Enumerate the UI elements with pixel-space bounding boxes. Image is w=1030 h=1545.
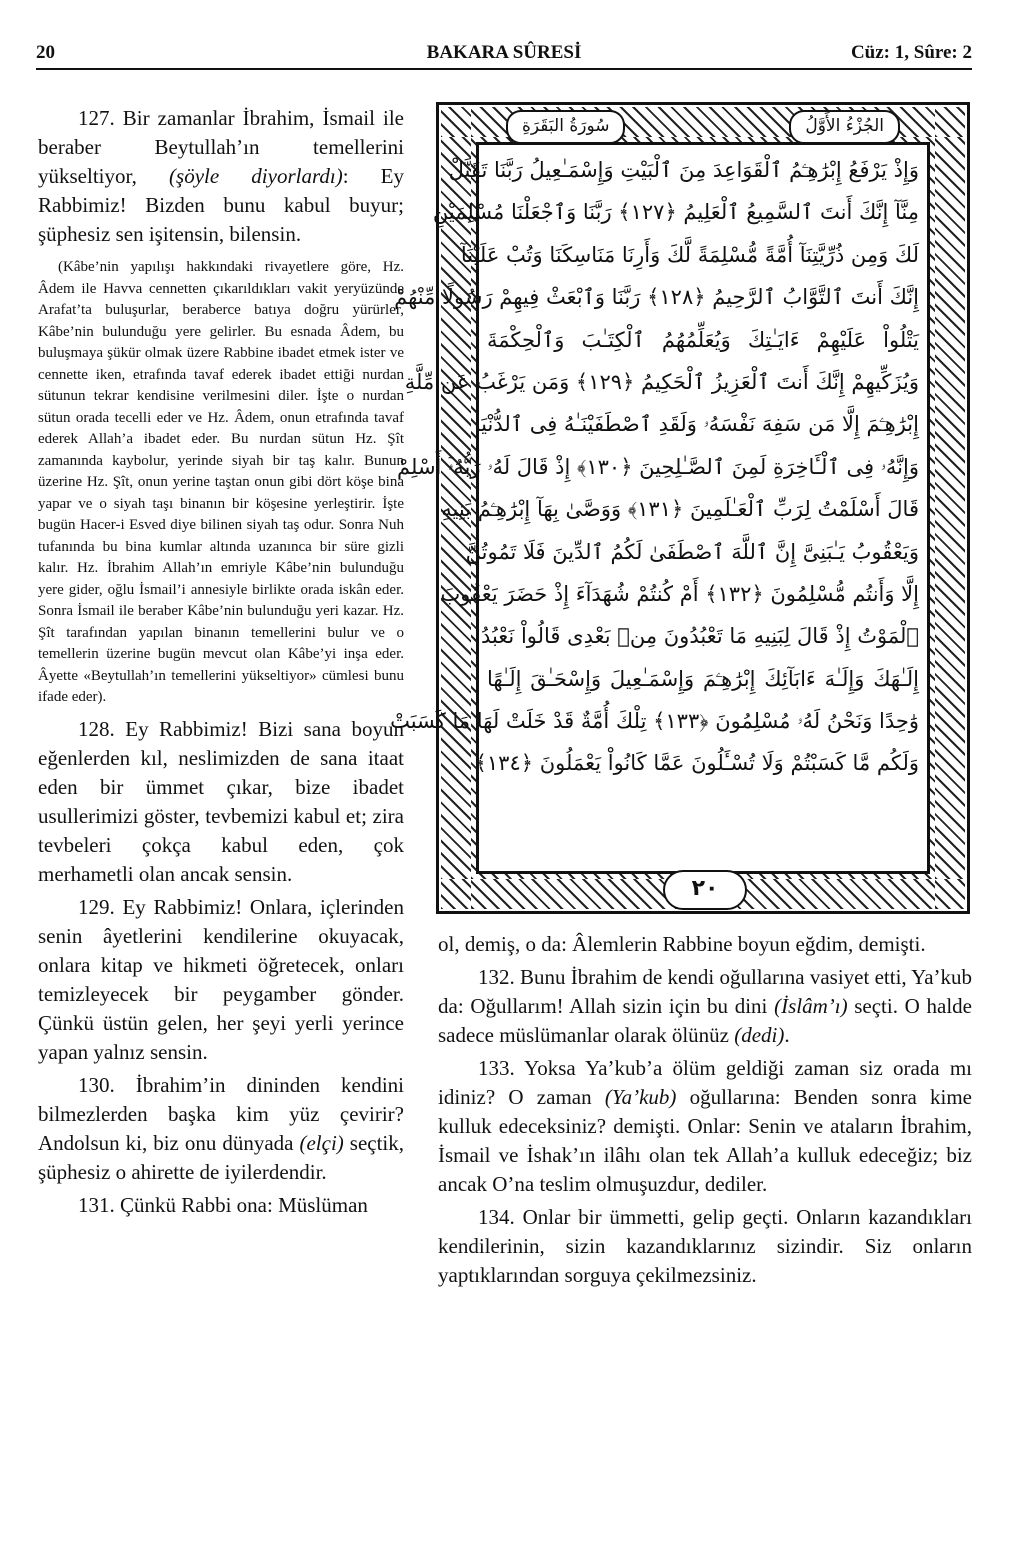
arabic-line: ٱلْمَوْتُ إِذْ قَالَ لِبَنِيهِ مَا تَعْبُدُونَ مِنۢ بَعْدِى قَالُواْ نَعْبُدُ [480, 624, 919, 649]
juz-sura-label: Cüz: 1, Sûre: 2 [850, 42, 972, 63]
arabic-line: وَلَكُم مَّا كَسَبْتُمْ وَلَا تُسْـَٔلُونَ عَمَّا كَانُواْ يَعْمَلُونَ ﴿١٣٤﴾ [474, 751, 919, 776]
arabic-line: إِبْرَٰهِـۧمَ إِلَّا مَن سَفِهَ نَفْسَهُۥ وَلَقَدِ ٱصْطَفَيْنَـٰهُ فِى ٱلدُّنْيَا [474, 412, 919, 437]
arabic-line: إِلَّا وَأَنتُم مُّسْلِمُونَ ﴿١٣٢﴾ أَمْ كُنتُمْ شُهَدَآءَ إِذْ حَضَرَ يَعْقُوبَ [440, 581, 919, 606]
verse-131: 131. Çünkü Rabbi ona: Müslüman [78, 1192, 368, 1217]
verse-128: 128. Ey Rabbimiz! Bizi sana boyun eğenlerden kıl, neslimizden de sana itaat eden bir ümmet çıkar, bize ibadet usullerimizi göster, tevbemizi kabul et; zira tevbeleri çokça kabul eden, çok merhametli olan ancak sensin. [38, 716, 404, 886]
verse-127: 127. Bir zamanlar İbrahim, İsmail ile beraber Beytullah’ın temellerini yükseltiyor, (şöyle diyorlardı): Ey Rabbimiz! Bizden bunu kabul buyur; şüphesiz sen işitensin, bilensin. [38, 106, 404, 246]
arabic-line: وَيَعْقُوبُ يَـٰبَنِىَّ إِنَّ ٱللَّهَ ٱصْطَفَىٰ لَكُمُ ٱلدِّينَ فَلَا تَمُوتُنَّ [465, 539, 919, 564]
arabic-text-lines [390, 149, 919, 867]
verse-129: 129. Ey Rabbimiz! Onlara, içlerinden senin âyetlerini kendilerine okuyacak, onlara kitap ve hikmeti öğretecek, onları temizleyecek bir peygamber gönder. Çünkü üstün gelen, her şeyi yerli yerince yapan yalnız sensin. [38, 894, 404, 1064]
translation-bottom-column [438, 930, 972, 1294]
arabic-mushaf-page [390, 102, 970, 914]
arabic-text-panel [390, 142, 930, 874]
arabic-line: وَٰحِدًا وَنَحْنُ لَهُۥ مُسْلِمُونَ ﴿١٣٣﴾ تِلْكَ أُمَّةٌ قَدْ خَلَتْ لَهَا مَا كَسَبَتْ [390, 709, 919, 734]
sura-title: BAKARA SÛRESİ [426, 42, 582, 63]
arabic-line: وَإِنَّهُۥ فِى ٱلْـَٔاخِرَةِ لَمِنَ ٱلصَّـٰلِحِينَ ﴿١٣٠﴾ إِذْ قَالَ لَهُۥ رَبُّهُۥٓ أَسْلِمْ [397, 454, 919, 479]
verse-134: 134. Onlar bir ümmetti, gelip geçti. Onların kazandıkları kendilerinin, sizin kazandıklarınız sizindir. Siz onların yaptıklarından sorguya çekilmezsiniz. [438, 1205, 972, 1287]
mushaf-page-number: ٢٠ [663, 870, 747, 910]
arabic-line: إِنَّكَ أَنتَ ٱلتَّوَّابُ ٱلرَّحِيمُ ﴿١٢٨﴾ رَبَّنَا وَٱبْعَثْ فِيهِمْ رَسُولًا مِّنْهُمْ [394, 285, 919, 310]
arabic-line: مِنَّآ إِنَّكَ أَنتَ ٱلسَّمِيعُ ٱلْعَلِيمُ ﴿١٢٧﴾ رَبَّنَا وَٱجْعَلْنَا مُسْلِمَيْنِ [432, 200, 919, 225]
arabic-line: وَيُزَكِّيهِمْ إِنَّكَ أَنتَ ٱلْعَزِيزُ ٱلْحَكِيمُ ﴿١٢٩﴾ وَمَن يَرْغَبُ عَن مِّلَّةِ [404, 369, 919, 394]
translation-left-column [38, 104, 404, 1224]
verse-133: 133. Yoksa Ya’kub’a ölüm geldiği zaman siz orada mı idiniz? O zaman (Ya’kub) oğullarına: Benden sonra kime kulluk edeceksiniz? demişti. Onlar: Senin ve ataların İbrahim, İsmail ve İshak’ın ilâhı olan tek Allah’a kulluk edeceğiz; biz ancak O’na teslim olmuşuzdur, dediler. [438, 1056, 973, 1196]
commentary-note: (Kâbe’nin yapılışı hakkındaki rivayetlere göre, Hz. Âdem ile Havva cennetten çıkarıldıkları vakit yeryüzünde Arafat’ta buluşurlar, beraberce batıya doğru yürürler, Kâbe’nin bulunduğu yere gelirler. Bu esnada Âdem, bu buluşmaya şükür olmak üzere Rabbine ibadet etmek ister ve cennette iken, etrafında tavaf ederek ibadet ettiği nurdan sütunun tekrar kendisine verilmesini diler. İşte o nurdan sütun orada tecelli eder ve Hz. Âdem, onun etrafında tavaf ederek Allah’a ibadet eder. Bu nurdan sütun Hz. Şît zamanında kaybolur, yerinde siyah bir taş kalır. Bunun üzerine Hz. Şît, onun yerine taştan onun gibi dört köşe bina yapar ve o siyah taşı binanın bir köşesine yerleştirir. İşte bugün Hacer-i Esved diye bilinen siyah taş odur. Sonra Nuh tufanında bu bina kumlar altında uzanınca bir süre gizli kalır. Hz. İbrahim Allah’ın emriyle Kâbe’nin bulunduğu yere gider, oğlu İsmail’i annesiyle birlikte orada iskân eder. Sonra İsmail ile beraber Kâbe’nin bulunduğu yeri kazar. Hz. Şît tarafından yapılan binanın temellerini bulur ve o temellerin üzerine bugün mevcut olan Kâbe’yi inşa eder. Âyette «Beytullah’ın temellerini yükseltiyor» cümlesi bunu ifade eder). [38, 259, 404, 705]
verse-130: 130. İbrahim’in dininden kendini bilmezlerden başka kim yüz çevirir? Andolsun ki, biz onu dünyada (elçi) seçtik, şüphesiz o ahirette de iyilerdendir. [38, 1072, 404, 1184]
arabic-line: لَكَ وَمِن ذُرِّيَّتِنَآ أُمَّةً مُّسْلِمَةً لَّكَ وَأَرِنَا مَنَاسِكَنَا وَتُبْ عَلَيْنَآ [460, 242, 919, 267]
arabic-line: قَالَ أَسْلَمْتُ لِرَبِّ ٱلْعَـٰلَمِينَ ﴿١٣١﴾ وَوَصَّىٰ بِهَآ إِبْرَٰهِـۧمُ بَنِيهِ [441, 497, 919, 522]
page-header [36, 38, 972, 70]
arabic-line: وَإِذْ يَرْفَعُ إِبْرَٰهِـۧمُ ٱلْقَوَاعِدَ مِنَ ٱلْبَيْتِ وَإِسْمَـٰعِيلُ رَبَّنَا تَقَبَّلْ [448, 158, 919, 182]
arabic-line: يَتْلُواْ عَلَيْهِمْ ءَايَـٰتِكَ وَيُعَلِّمُهُمُ ٱلْكِتَـٰبَ وَٱلْحِكْمَةَ [487, 327, 919, 352]
arabic-line: إِلَـٰهَكَ وَإِلَـٰهَ ءَابَآئِكَ إِبْرَٰهِـۧمَ وَإِسْمَـٰعِيلَ وَإِسْحَـٰقَ إِلَـٰهًا [487, 666, 919, 691]
verse-131-continued: ol, demiş, o da: Âlemlerin Rabbine boyun eğdim, demişti. [438, 932, 926, 956]
sura-cartouche: سُورَةُ البَقَرَةِ [506, 110, 625, 144]
juz-cartouche: الجُزْءُ الأَوَّلُ [789, 110, 900, 144]
page-number: 20 [36, 42, 55, 63]
verse-132: 132. Bunu İbrahim de kendi oğullarına vasiyet etti, Ya’kub da: Oğullarım! Allah sizin için bu dini (İslâm’ı) seçti. O halde sadece müslümanlar olarak ölünüz (dedi). [438, 965, 973, 1047]
